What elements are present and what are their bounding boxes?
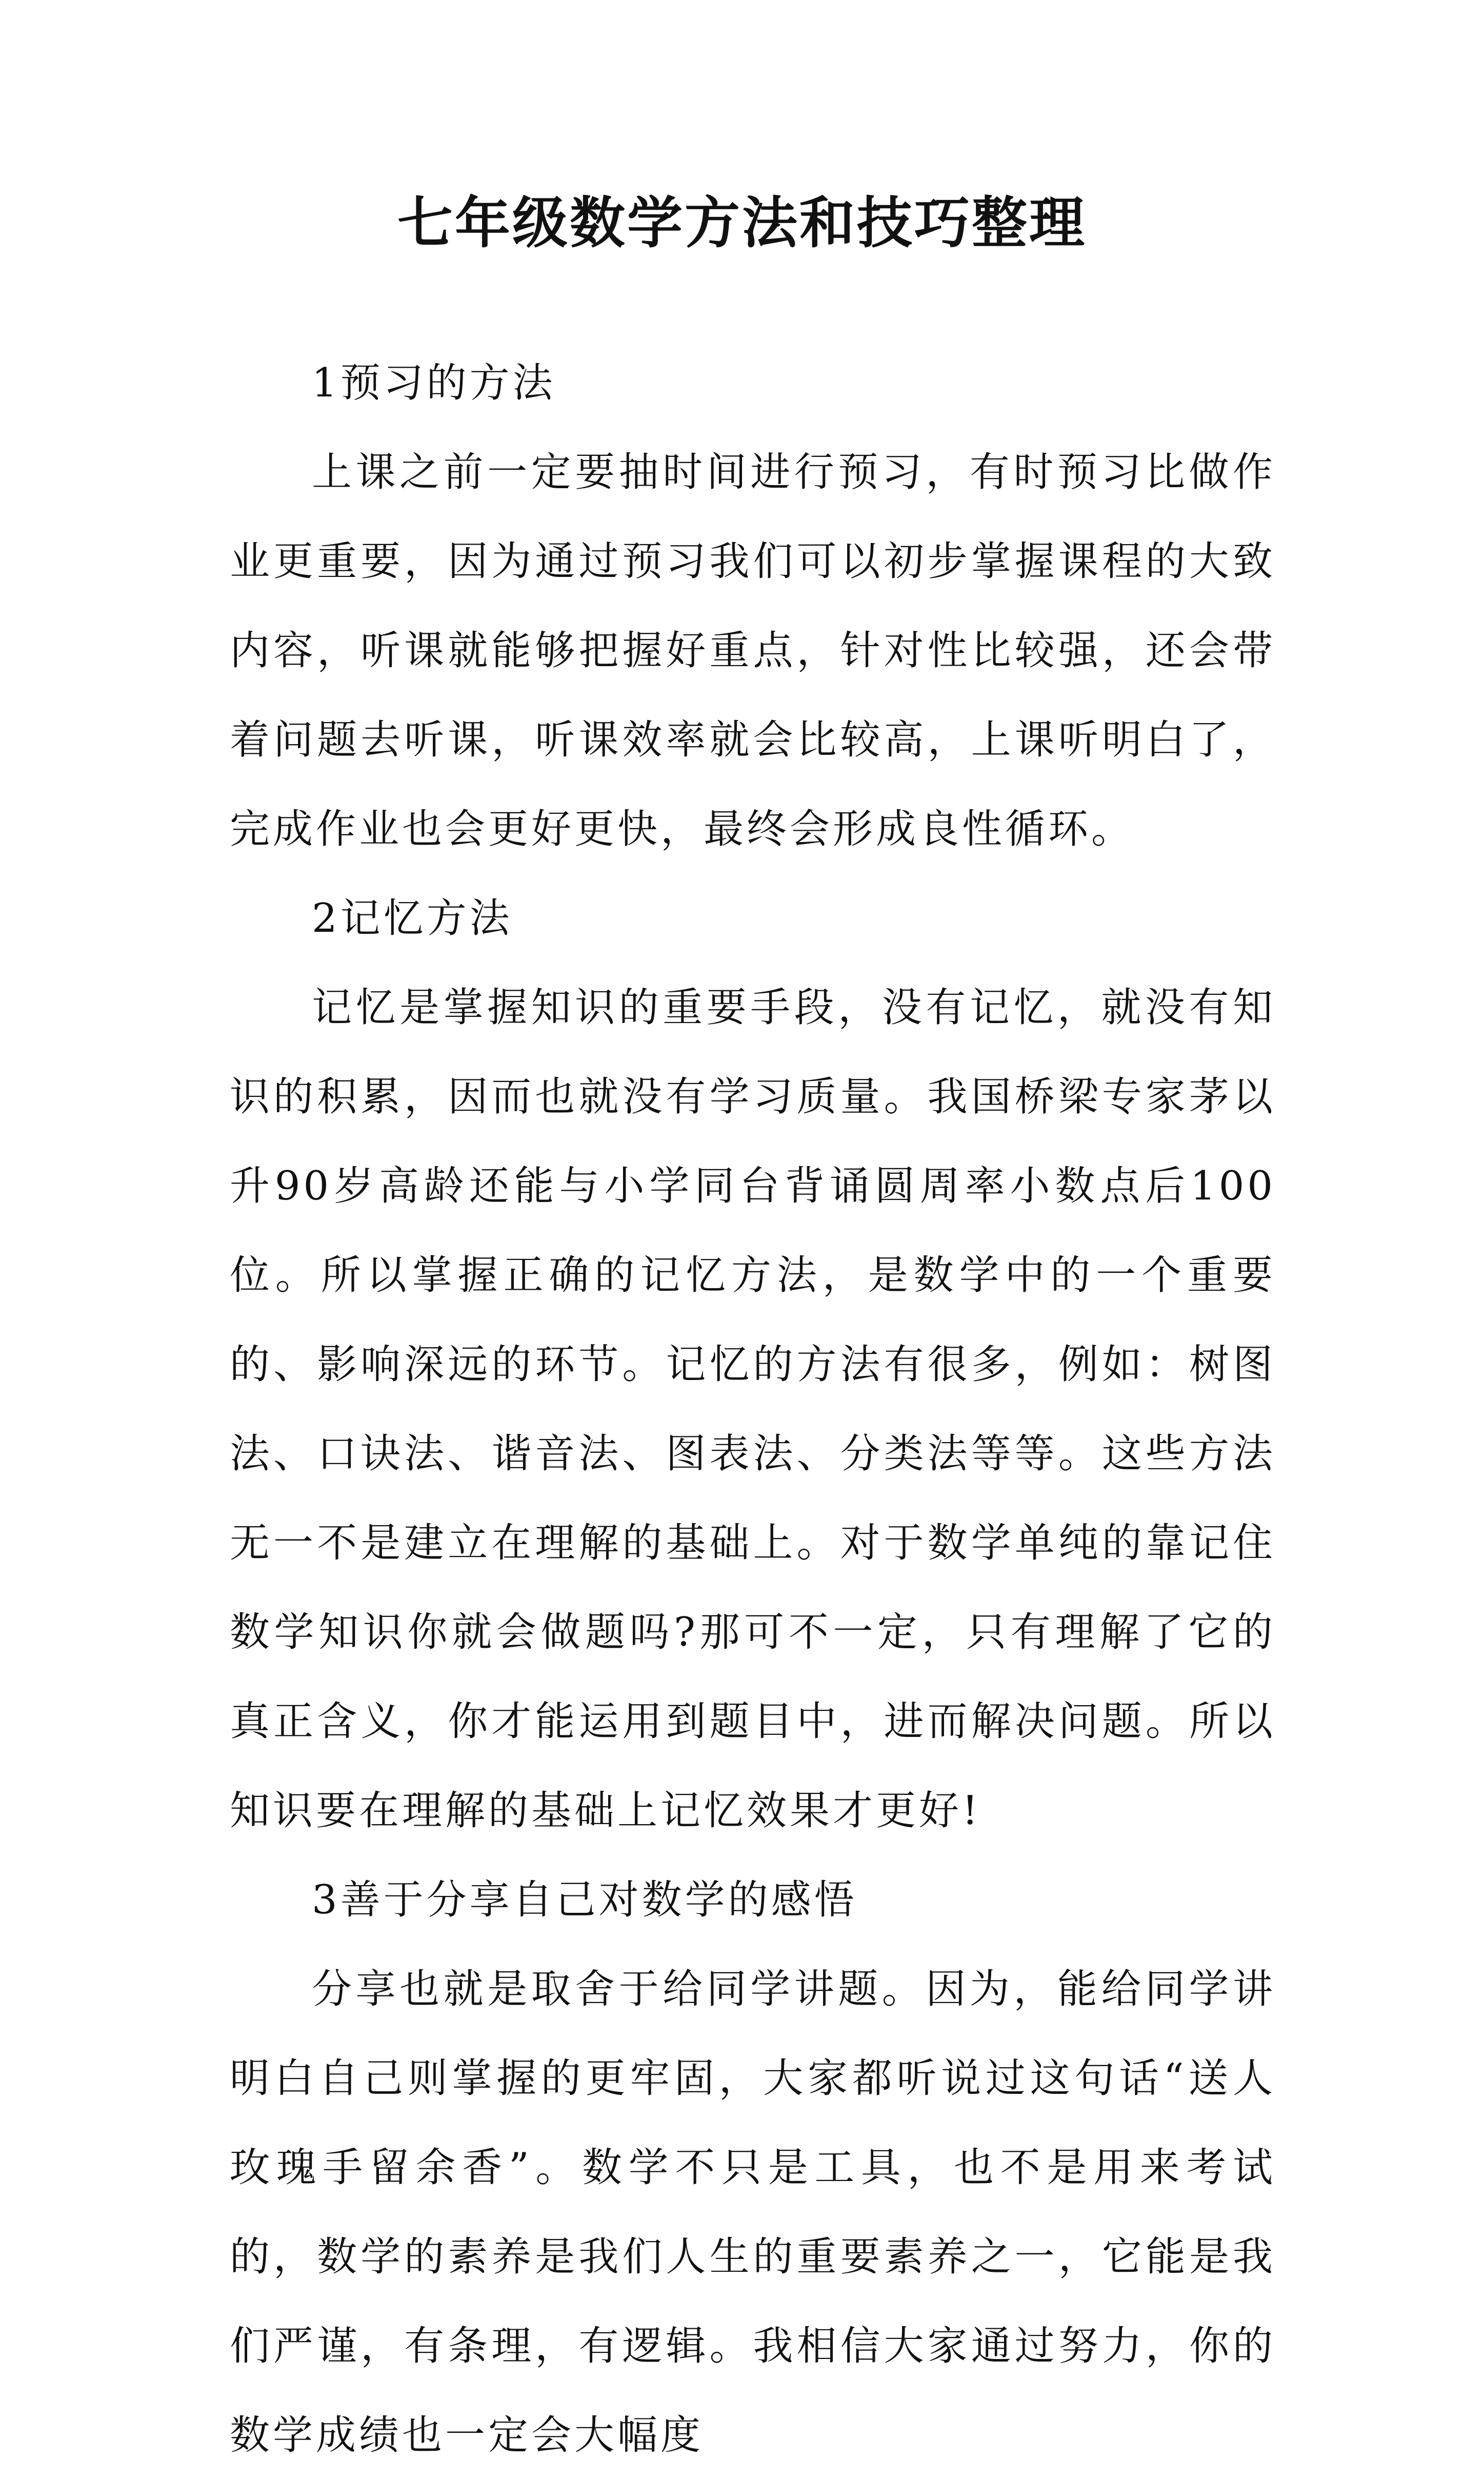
document-title: 七年级数学方法和技巧整理 (397, 191, 1087, 255)
section-heading-memory: 2记忆方法 (312, 895, 513, 942)
document-body (230, 338, 1276, 2480)
section-heading-sharing: 3善于分享自己对数学的感悟 (312, 1877, 857, 1923)
section-paragraph-preview: 上课之前一定要抽时间进行预习，有时预习比做作业更重要，因为通过预习我们可以初步掌握课程的大致内容，听课就能够把握好重点，针对性比较强，还会带着问题去听课，听课效率就会比较高，上课听明白了，完成作业也会更好更快，最终会形成良性循环。 (230, 449, 1276, 852)
section-paragraph-sharing: 分享也就是取舍于给同学讲题。因为，能给同学讲明白自己则掌握的更牢固，大家都听说过这句话“送人玫瑰手留余香”。数学不只是工具，也不是用来考试的，数学的素养是我们人生的重要素养之一，它能是我们严谨，有条理，有逻辑。我相信大家通过努力，你的数学成绩也一定会大幅度 (230, 1966, 1276, 2458)
section-paragraph-memory: 记忆是掌握知识的重要手段，没有记忆，就没有知识的积累，因而也就没有学习质量。我国桥梁专家茅以升90岁高龄还能与小学同台背诵圆周率小数点后100位。所以掌握正确的记忆方法，是数学中的一个重要的、影响深远的环节。记忆的方法有很多，例如：树图法、口诀法、谐音法、图表法、分类法等等。这些方法无一不是建立在理解的基础上。对于数学单纯的靠记住数学知识你就会做题吗?那可不一定，只有理解了它的真正含义，你才能运用到题目中，进而解决问题。所以知识要在理解的基础上记忆效果才更好! (230, 985, 1276, 1834)
section-heading-preview: 1预习的方法 (312, 360, 556, 406)
